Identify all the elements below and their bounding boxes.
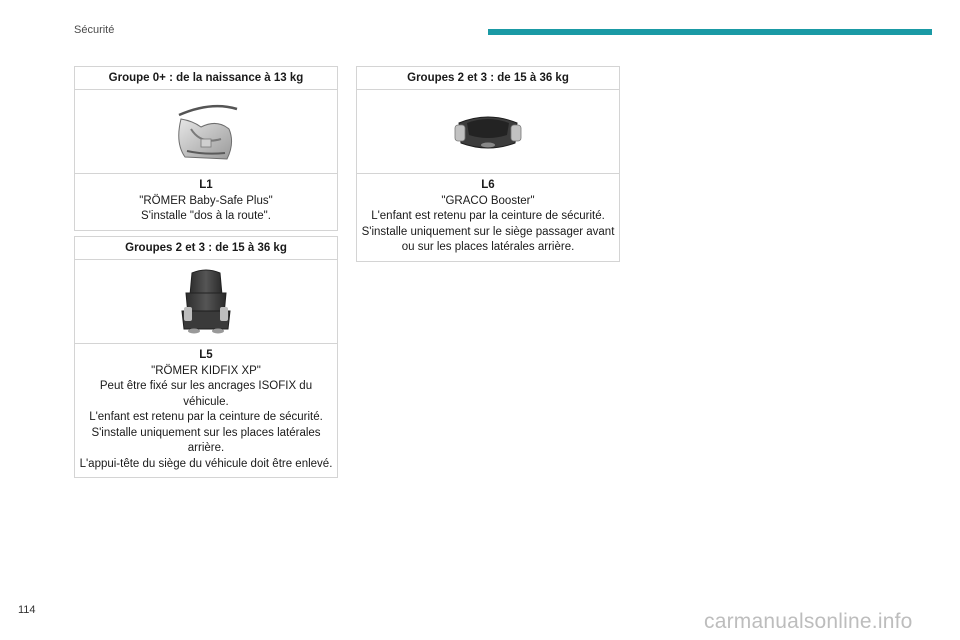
seat-description [75,344,337,477]
description-line: L'appui-tête du siège du véhicule doit être enlevé. [79,457,333,470]
accent-bar [488,29,932,35]
description-line: S'installe uniquement sur les places latérales arrière. [91,426,321,454]
table-heading: Groupes 2 et 3 : de 15 à 36 kg [75,237,337,260]
seat-description [75,174,337,230]
seat-code: L1 [199,179,213,191]
description-line: L'enfant est retenu par la ceinture de sécurité. [371,210,605,222]
seat-description [357,174,619,261]
watermark: carmanualsonline.info [704,610,913,633]
description-line: Peut être fixé sur les ancrages ISOFIX du véhicule. [99,380,313,408]
description-line: "RÖMER KIDFIX XP" [151,364,261,377]
table-heading: Groupe 0+ : de la naissance à 13 kg [75,67,337,90]
description-line: S'installe uniquement sur le siège passager avant ou sur les places latérales arrière. [361,225,615,253]
booster-cushion-icon [453,109,523,155]
seat-image-cell [75,90,337,174]
infant-carrier-seat-icon [171,99,241,165]
table-heading: Groupes 2 et 3 : de 15 à 36 kg [357,67,619,90]
description-line: S'installe "dos à la route". [141,210,271,222]
highback-booster-seat-icon [176,267,236,337]
description-line: "GRACO Booster" [441,194,535,207]
description-line: "RÖMER Baby-Safe Plus" [139,194,273,207]
seat-image-cell [357,90,619,174]
description-line: L'enfant est retenu par la ceinture de sécurité. [89,411,323,423]
seat-table-l6 [356,66,620,262]
seat-table-l5 [74,236,338,478]
seat-code: L6 [481,179,495,191]
seat-code: L5 [199,349,213,361]
seat-image-cell [75,260,337,344]
seat-table-l1 [74,66,338,231]
page-number: 114 [18,604,36,616]
section-label: Sécurité [74,24,115,36]
